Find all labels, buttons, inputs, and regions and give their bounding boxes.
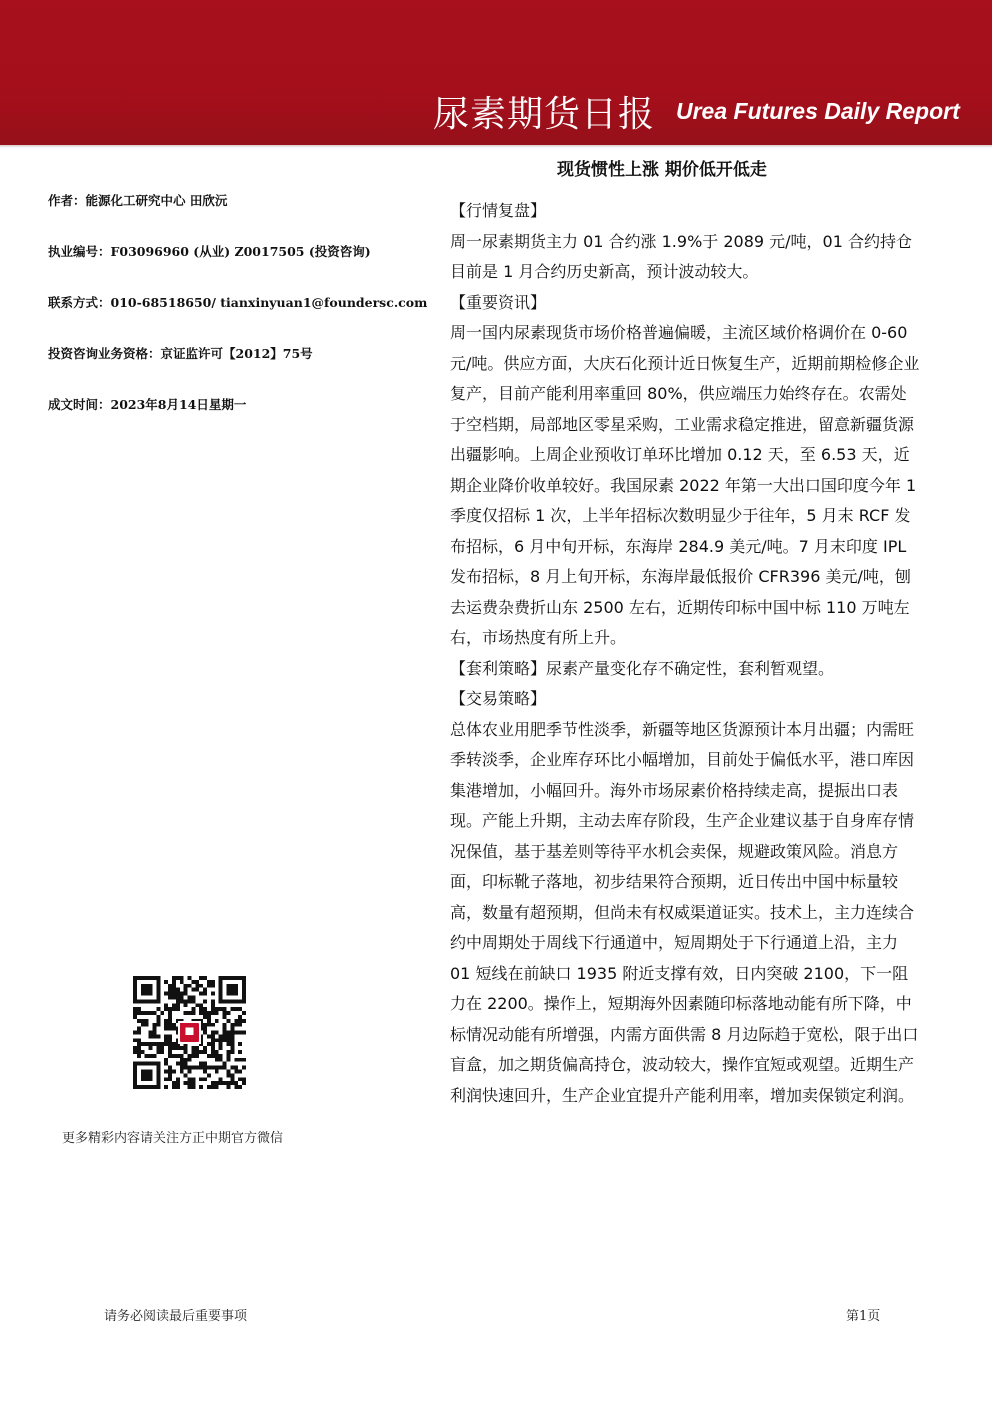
report-subtitle: 现货惯性上涨 期价低开低走	[557, 160, 767, 180]
report-title-cn: 尿素期货日报	[433, 94, 656, 135]
section-body-arbitrage: 尿素产量变化存不确定性，套利暂观望。	[546, 658, 835, 678]
page-number: 第1页	[846, 1309, 881, 1324]
qr-code-icon	[133, 976, 246, 1089]
section-body-review: 周一尿素期货主力 01 合约涨 1.9%于 2089 元/吨，01 合约持仓目前是 1 月合约历史新高，预计波动较大。	[450, 231, 912, 281]
section-heading-news: 【重要资讯】	[450, 292, 547, 312]
section-body-trading: 总体农业用肥季节性淡季，新疆等地区货源预计本月出疆；内需旺季转淡季，企业库存环比小幅增加，目前处于偏低水平，港口库因集港增加，小幅回升。海外市场尿素价格持续走高，提振出口表现。产能上升期，主动去库存阶段，生产企业建议基于自身库存情况保值，基于基差则等待平水机会卖保，规避政策风险。消息方面，印标靴子落地，初步结果符合预期，近日传出中国中标量较高，数量有超预期，但尚未有权威渠道证实。技术上，主力连续合约中周期处于周线下行通道中，短周期处于下行通道上沿，主力 01 短线在前缺口 1935 附近支撑有效，日内突破 2100，下一阻力在 2200。操作上，短期海外因素随印标落地动能有所下降，中标情况动能有所增强，内需方面供需 8 月边际趋于宽松，限于出口盲盒，加之期货偏高持仓，波动较大，操作宜短或观望。近期生产利润快速回升，生产企业宜提升产能利用率，增加卖保锁定利润。	[450, 719, 919, 1105]
report-title-en: Urea Futures Daily Report	[676, 98, 960, 124]
footer-notice: 请务必阅读最后重要事项	[104, 1309, 248, 1324]
section-heading-arbitrage: 【套利策略】	[450, 658, 547, 678]
section-arbitrage	[450, 654, 920, 685]
section-heading-review: 【行情复盘】	[450, 201, 547, 220]
section-body-news: 周一国内尿素现货市场价格普遍偏暖，主流区域价格调价在 0-60 元/吨。供应方面，大庆石化预计近日恢复生产，近期前期检修企业复产，目前产能利用率重回 80%，供应端压力始终存在。农需处于空档期，局部地区零星采购，工业需求稳定推进，留意新疆货源出疆影响。上周企业预收订单环比增加 0.12 天，至 6.53 天，近期企业降价收单较好。我国尿素 2022 年第一大出口国印度今年 1 季度仅招标 1 次，上半年招标次数明显少于往年，5 月末 RCF 发布招标，6 月中旬开标，东海岸 284.9 美元/吨。7 月末印度 IPL 发布招标，8 月上旬开标，东海岸最低报价 CFR396 美元/吨，刨去运费杂费折山东 2500 左右，近期传印标中国中标 110 万吨左右，市场热度有所上升。	[450, 323, 920, 647]
header-divider	[0, 145, 992, 148]
contact-line: 联系方式：010-68518650/ tianxinyuan1@foundersc.com	[48, 295, 428, 310]
author-info	[48, 191, 448, 446]
section-heading-trading: 【交易策略】	[450, 689, 547, 708]
qualification-line: 投资咨询业务资格：京证监许可【2012】75号	[48, 346, 313, 361]
qr-caption: 更多精彩内容请关注方正中期官方微信	[62, 1131, 284, 1146]
author-line: 作者：能源化工研究中心 田欣沅	[48, 193, 228, 208]
license-line: 执业编号：F03096960 (从业) Z0017505 (投资咨询)	[48, 244, 371, 259]
report-body	[450, 196, 920, 1111]
date-line: 成文时间：2023年8月14日星期一	[48, 397, 247, 412]
